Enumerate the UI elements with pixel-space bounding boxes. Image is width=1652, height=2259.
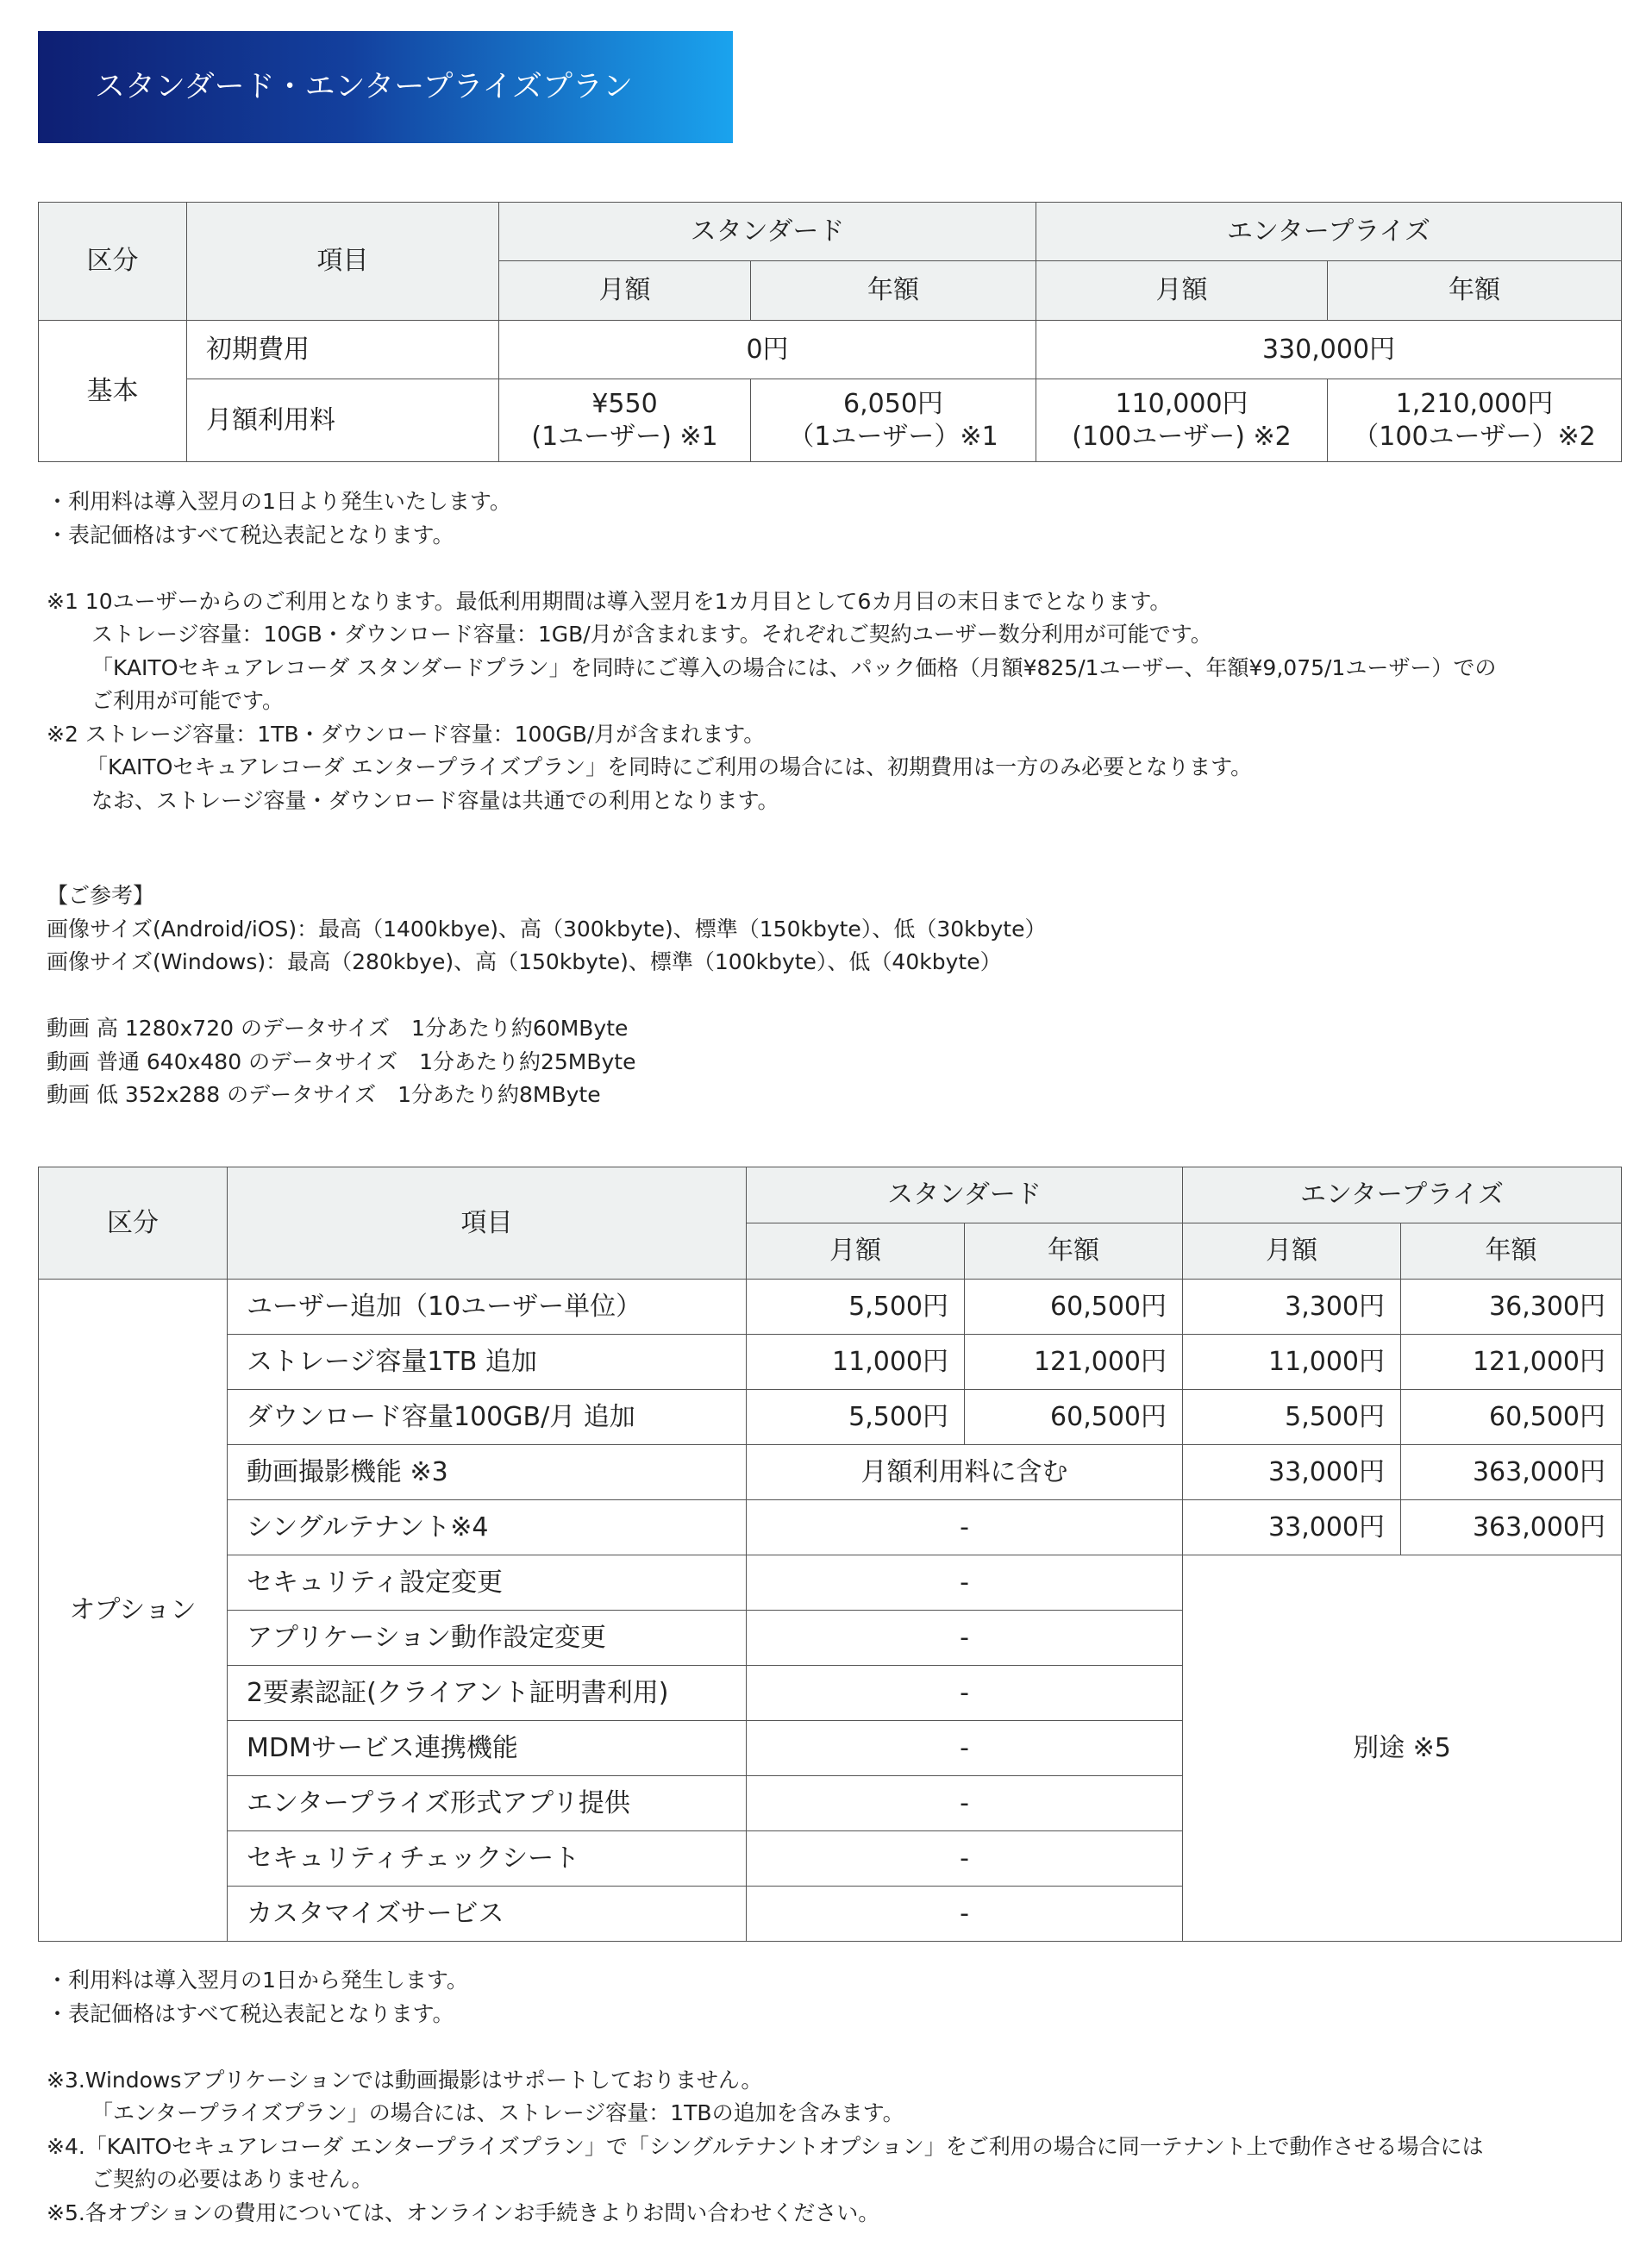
monthly-fee-std-yearly: 6,050円 （1ユーザー）※1	[751, 379, 1036, 462]
price-cell: 363,000円	[1401, 1500, 1622, 1555]
price-cell: 33,000円	[1183, 1500, 1401, 1555]
item-initial-fee: 初期費用	[187, 321, 499, 379]
option-item: シングルテナント※4	[228, 1500, 747, 1555]
note-spacer	[47, 552, 1496, 585]
note-line: 「エンタープライズプラン」の場合には、ストレージ容量：1TBの追加を含みます。	[91, 2100, 904, 2125]
price-cell: -	[747, 1887, 1183, 1942]
monthly-fee-ent-monthly: 110,000円 (100ユーザー) ※2	[1036, 379, 1328, 462]
header-category: 区分	[39, 1167, 228, 1280]
enterprise-separate-cell: 別途 ※5	[1183, 1555, 1622, 1942]
header-enterprise: エンタープライズ	[1183, 1167, 1622, 1223]
note-line: ※3.Windowsアプリケーションでは動画撮影はサポートしておりません。	[47, 2067, 763, 2093]
table-row	[39, 1280, 1622, 1335]
price-cell: 60,500円	[965, 1280, 1183, 1335]
price-cell: 11,000円	[1183, 1335, 1401, 1390]
header-std-yearly: 年額	[965, 1223, 1183, 1280]
option-price-table	[38, 1167, 1622, 1942]
note-line: ・利用料は導入翌月の1日から発生します。	[47, 1968, 468, 1993]
header-ent-yearly: 年額	[1328, 261, 1622, 321]
option-item: 動画撮影機能 ※3	[228, 1445, 747, 1500]
note-line: ※1 10ユーザーからのご利用となります。最低利用期間は導入翌月を1カ月目として6カ月目の末日までとなります。	[47, 588, 1172, 614]
reference-notes	[47, 879, 1046, 1112]
price-cell: 33,000円	[1183, 1445, 1401, 1500]
price-cell: 121,000円	[1401, 1335, 1622, 1390]
category-basic: 基本	[39, 321, 187, 462]
price-cell: 月額利用料に含む	[747, 1445, 1183, 1500]
price-cell: 60,500円	[1401, 1390, 1622, 1445]
price-cell: 3,300円	[1183, 1280, 1401, 1335]
price-cell: 5,500円	[747, 1280, 965, 1335]
price-cell: -	[747, 1721, 1183, 1776]
note-line: ご契約の必要はありません。	[91, 2167, 373, 2192]
reference-heading: 【ご参考】	[47, 883, 155, 908]
option-item: ダウンロード容量100GB/月 追加	[228, 1390, 747, 1445]
initial-fee-standard: 0円	[499, 321, 1036, 379]
note-line: ストレージ容量：10GB・ダウンロード容量：1GB/月が含まれます。それぞれご契約ユーザー数分利用が可能です。	[91, 622, 1212, 647]
option-item: カスタマイズサービス	[228, 1887, 747, 1942]
header-std-monthly: 月額	[499, 261, 751, 321]
note-line: 「KAITOセキュアレコーダ エンタープライズプラン」を同時にご利用の場合には、初期費用は一方のみ必要となります。	[86, 754, 1253, 779]
note-line: ※5.各オプションの費用については、オンラインお手続きよりお問い合わせください。	[47, 2200, 880, 2225]
option-notes	[47, 1964, 1484, 2230]
note-line: ご利用が可能です。	[91, 688, 285, 713]
reference-line: 動画 普通 640x480 のデータサイズ 1分あたり約25MByte	[47, 1048, 636, 1074]
note-line: ・利用料は導入翌月の1日より発生いたします。	[47, 489, 511, 514]
option-item: セキュリティ設定変更	[228, 1555, 747, 1611]
note-line: ・表記価格はすべて税込表記となります。	[47, 2000, 454, 2026]
price-cell: 5,500円	[747, 1390, 965, 1445]
option-item: ストレージ容量1TB 追加	[228, 1335, 747, 1390]
monthly-fee-ent-yearly: 1,210,000円 （100ユーザー）※2	[1328, 379, 1622, 462]
price-cell: 121,000円	[965, 1335, 1183, 1390]
header-ent-yearly: 年額	[1401, 1223, 1622, 1280]
option-item: ユーザー追加（10ユーザー単位）	[228, 1280, 747, 1335]
option-item: MDMサービス連携機能	[228, 1721, 747, 1776]
basic-price-table	[38, 202, 1622, 462]
price-cell: 36,300円	[1401, 1280, 1622, 1335]
price-cell: -	[747, 1831, 1183, 1887]
header-category: 区分	[39, 203, 187, 321]
price-cell: -	[747, 1611, 1183, 1666]
note-line: なお、ストレージ容量・ダウンロード容量は共通での利用となります。	[91, 787, 779, 813]
header-item: 項目	[187, 203, 499, 321]
price-cell: 5,500円	[1183, 1390, 1401, 1445]
header-ent-monthly: 月額	[1183, 1223, 1401, 1280]
plan-title-banner: スタンダード・エンタープライズプラン	[38, 31, 733, 143]
price-cell: -	[747, 1776, 1183, 1831]
table-row	[39, 321, 1622, 379]
reference-line: 画像サイズ(Android/iOS)：最高（1400kbye)、高（300kbyte)、標準（150kbyte）、低（30kbyte）	[47, 916, 1047, 942]
price-cell: 363,000円	[1401, 1445, 1622, 1500]
note-line: ・表記価格はすべて税込表記となります。	[47, 522, 454, 548]
note-line: 「KAITOセキュアレコーダ スタンダードプラン」を同時にご導入の場合には、パック価格（月額¥825/1ユーザー、年額¥9,075/1ユーザー）での	[91, 654, 1497, 680]
note-line: ※2 ストレージ容量：1TB・ダウンロード容量：100GB/月が含まれます。	[47, 721, 766, 747]
option-item: セキュリティチェックシート	[228, 1831, 747, 1887]
basic-notes	[47, 485, 1496, 817]
reference-line: 動画 高 1280x720 のデータサイズ 1分あたり約60MByte	[47, 1016, 629, 1041]
monthly-fee-std-monthly: ¥550 (1ユーザー) ※1	[499, 379, 751, 462]
header-standard: スタンダード	[499, 203, 1036, 261]
note-line: ※4.「KAITOセキュアレコーダ エンタープライズプラン」で「シングルテナントオプション」をご利用の場合に同一テナント上で動作させる場合には	[47, 2133, 1484, 2159]
option-item: 2要素認証(クライアント証明書利用)	[228, 1666, 747, 1721]
item-monthly-fee: 月額利用料	[187, 379, 499, 462]
header-ent-monthly: 月額	[1036, 261, 1328, 321]
note-spacer	[47, 2031, 1484, 2064]
table-row	[39, 1555, 1622, 1611]
table-row	[39, 1445, 1622, 1500]
table-row	[39, 379, 1622, 462]
table-row	[39, 1390, 1622, 1445]
reference-line: 画像サイズ(Windows)：最高（280kbye)、高（150kbyte)、標準（100kbyte）、低（40kbyte）	[47, 949, 1002, 974]
price-cell: -	[747, 1500, 1183, 1555]
price-cell: 60,500円	[965, 1390, 1183, 1445]
header-item: 項目	[228, 1167, 747, 1280]
header-standard: スタンダード	[747, 1167, 1183, 1223]
price-cell: -	[747, 1555, 1183, 1611]
price-cell: -	[747, 1666, 1183, 1721]
header-std-monthly: 月額	[747, 1223, 965, 1280]
header-std-yearly: 年額	[751, 261, 1036, 321]
option-item: エンタープライズ形式アプリ提供	[228, 1776, 747, 1831]
table-row	[39, 1335, 1622, 1390]
initial-fee-enterprise: 330,000円	[1036, 321, 1622, 379]
category-option: オプション	[39, 1280, 228, 1942]
reference-line: 動画 低 352x288 のデータサイズ 1分あたり約8MByte	[47, 1082, 601, 1107]
option-item: アプリケーション動作設定変更	[228, 1611, 747, 1666]
header-enterprise: エンタープライズ	[1036, 203, 1622, 261]
price-cell: 11,000円	[747, 1335, 965, 1390]
note-spacer	[47, 979, 1046, 1013]
table-row	[39, 1500, 1622, 1555]
